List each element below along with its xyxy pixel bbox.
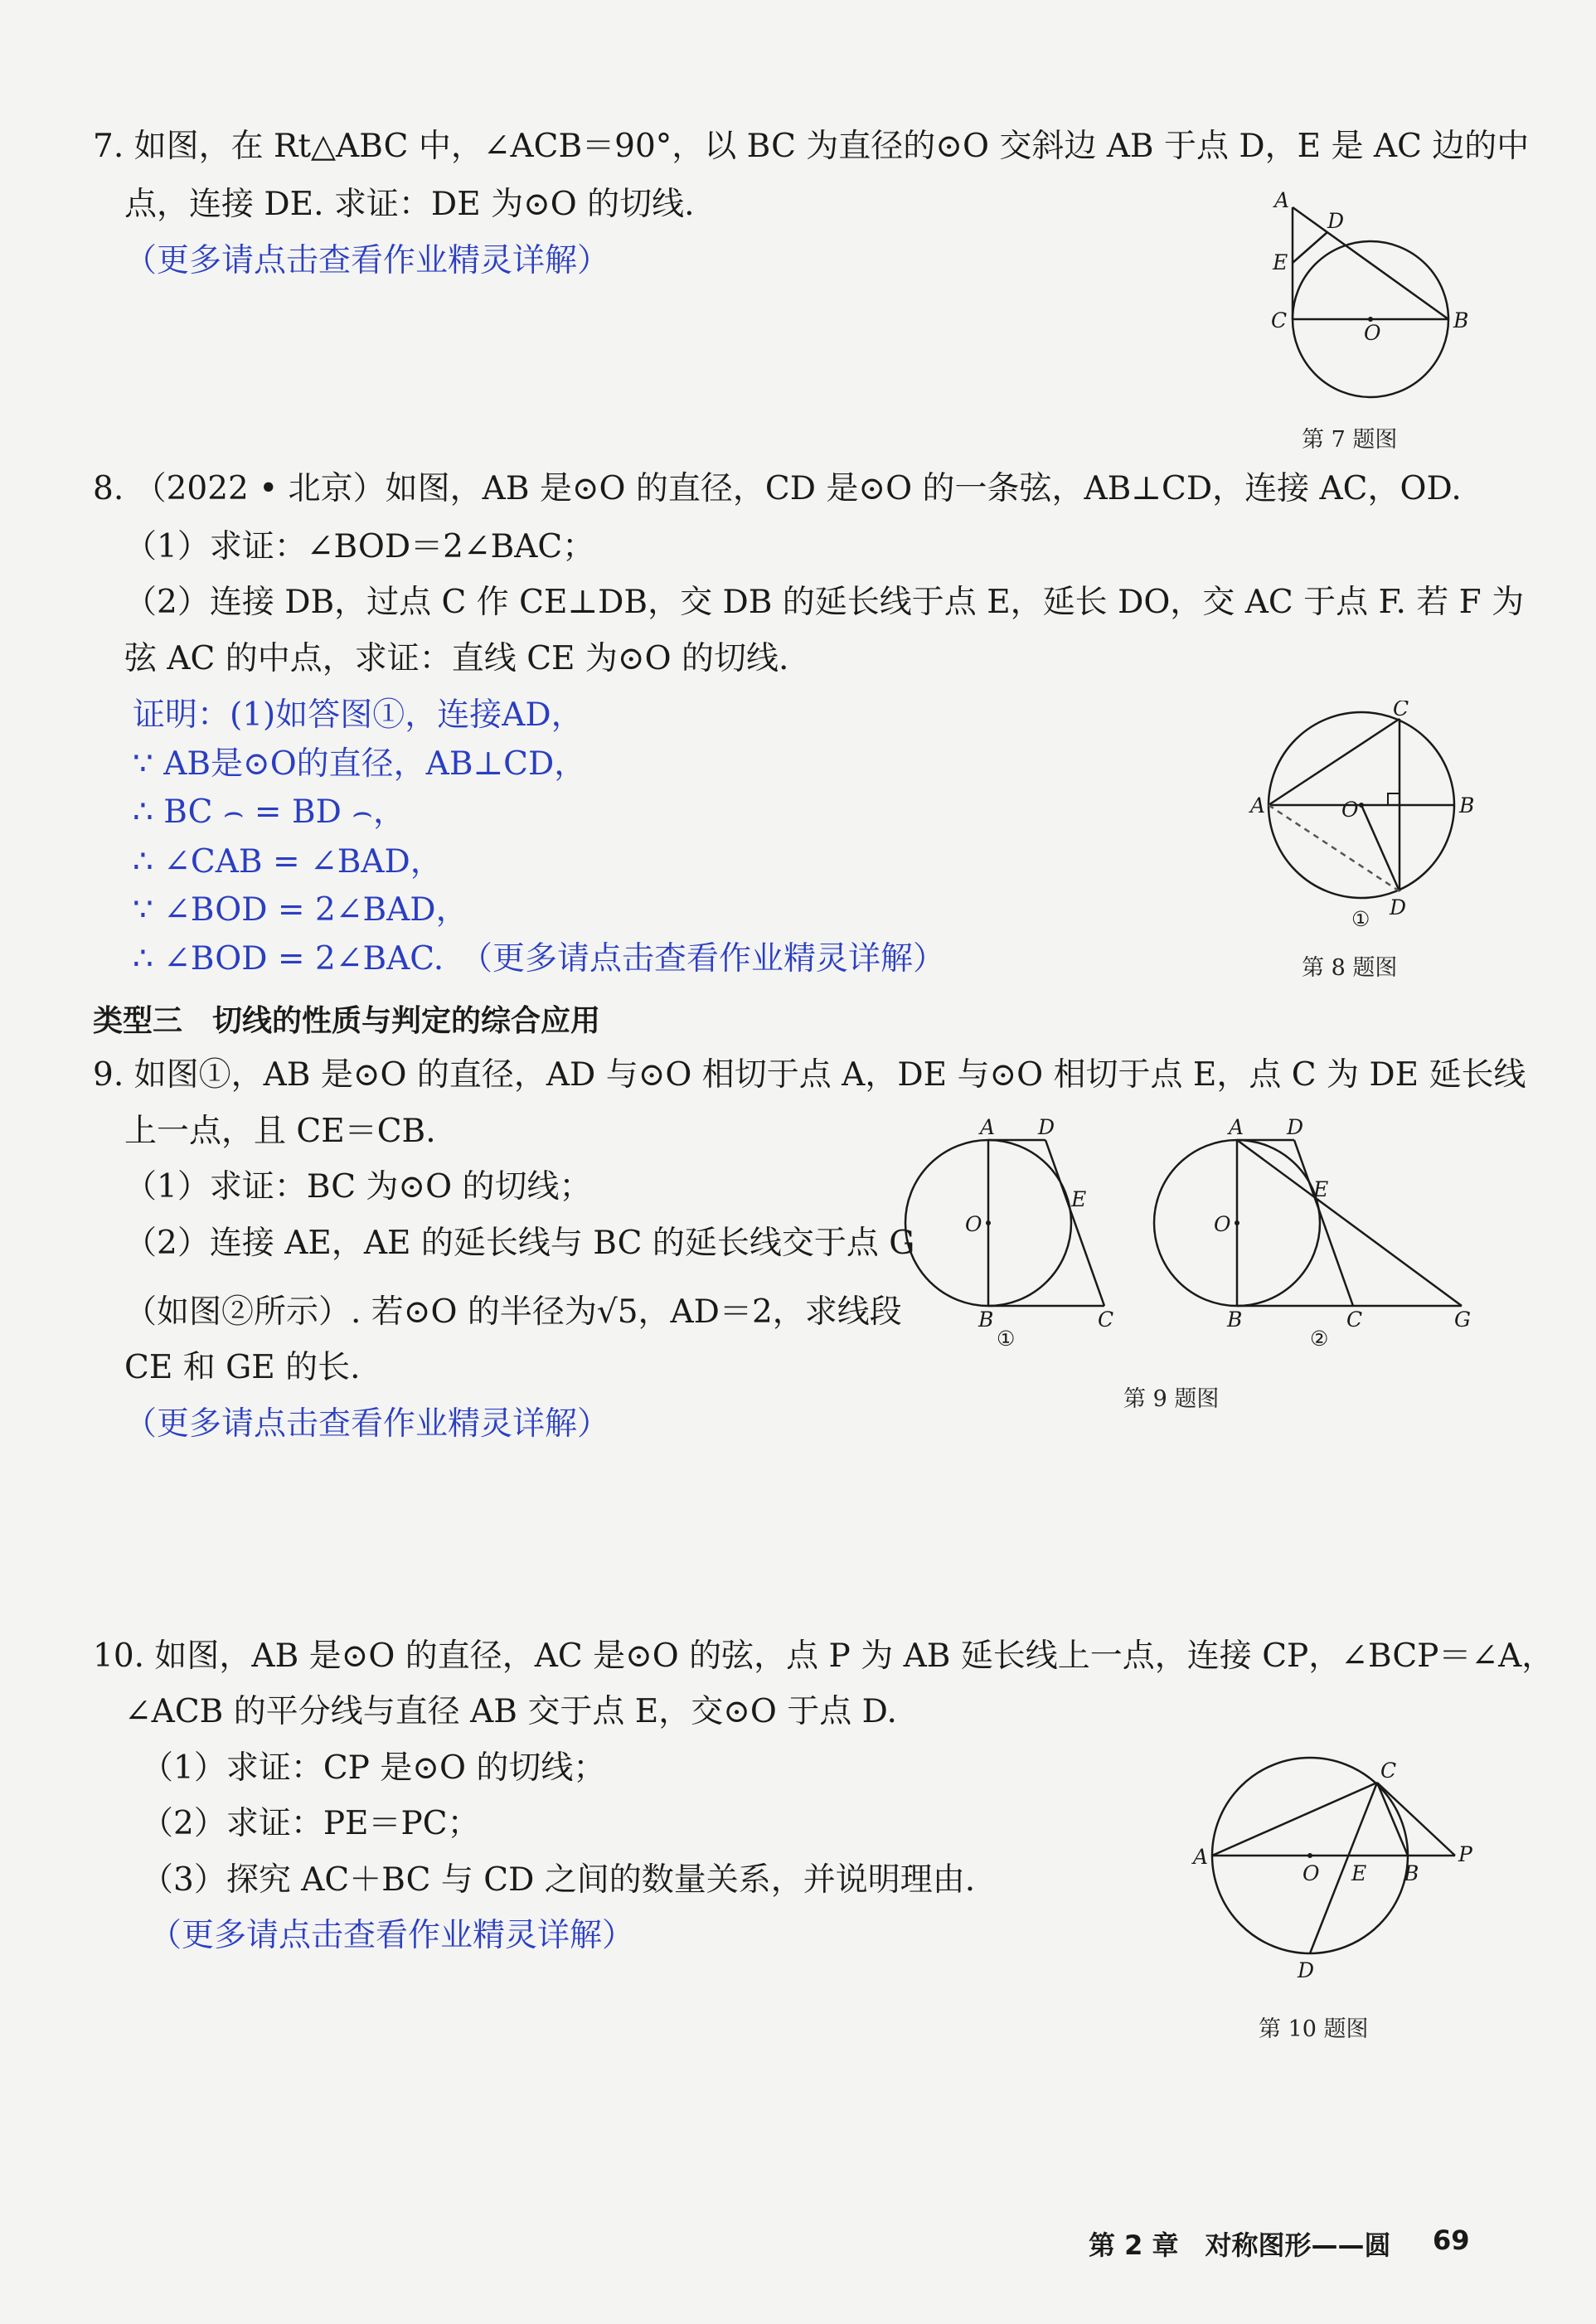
q8-more-link[interactable]: （更多请点击查看作业精灵详解） [460, 940, 946, 978]
q9-f2-label-c: C [1346, 1308, 1363, 1332]
q7-caption: 第 7 题图 [1302, 427, 1398, 453]
q8-label-b: B [1459, 793, 1475, 818]
q8-figure [1244, 701, 1484, 933]
q9-f1-label-o: O [965, 1212, 982, 1236]
q9-f2-label-b: B [1227, 1308, 1243, 1332]
q8-proof-2: ∵ AB是⊙O的直径，AB⊥CD， [133, 745, 587, 783]
q10-label-c: C [1380, 1759, 1397, 1783]
q9-line-2: 上一点，且 CE＝CB. [124, 1113, 436, 1150]
q7-label-e: E [1273, 250, 1288, 274]
q8-label-d: D [1390, 895, 1407, 919]
q9-line-6: CE 和 GE 的长. [124, 1349, 361, 1386]
q9-line-5: （如图②所示）. 若⊙O 的半径为√5，AD＝2，求线段 [124, 1293, 902, 1331]
q10-line-2: ∠ACB 的平分线与直径 AB 交于点 E，交⊙O 于点 D. [124, 1693, 897, 1730]
q9-caption: 第 9 题图 [1123, 1386, 1220, 1412]
q9-f2-label-a: A [1229, 1115, 1244, 1139]
q10-figure [1181, 1741, 1497, 1990]
q8-proof-4: ∴ ∠CAB = ∠BAD， [133, 843, 443, 881]
q10-caption: 第 10 题图 [1259, 2016, 1369, 2042]
q8-label-o: O [1341, 798, 1359, 822]
q7-label-c: C [1271, 308, 1288, 332]
q7-line-2: 点，连接 DE. 求证：DE 为⊙O 的切线. [124, 186, 695, 223]
q10-label-e: E [1351, 1861, 1367, 1885]
q8-line-2: （1）求证：∠BOD＝2∠BAC； [124, 528, 595, 565]
q10-more-link[interactable]: （更多请点击查看作业精灵详解） [149, 1917, 635, 1954]
q7-figure [1248, 187, 1497, 406]
q8-fig-number: ① [1351, 907, 1370, 931]
q7-line-1: 7. 如图，在 Rt△ABC 中，∠ACB＝90°，以 BC 为直径的⊙O 交斜边 AB 于点 D，E 是 AC 边的中 [93, 128, 1530, 165]
q9-fig2-number: ② [1310, 1327, 1329, 1351]
q8-label-c: C [1393, 701, 1409, 720]
q7-more-link[interactable]: （更多请点击查看作业精灵详解） [124, 242, 610, 279]
q10-line-3: （1）求证：CP 是⊙O 的切线； [141, 1749, 606, 1787]
q9-f1-label-a: A [980, 1115, 996, 1139]
q9-f2-label-g: G [1454, 1308, 1471, 1332]
q10-label-b: B [1404, 1861, 1419, 1885]
footer-chapter: 第 2 章 对称图形——圆 [1089, 2229, 1391, 2261]
q8-proof-5: ∵ ∠BOD = 2∠BAD， [133, 891, 468, 929]
q10-line-4: （2）求证：PE＝PC； [141, 1805, 480, 1842]
q10-line-1: 10. 如图，AB 是⊙O 的直径，AC 是⊙O 的弦，点 P 为 AB 延长线上一点，连接 CP，∠BCP＝∠A， [93, 1637, 1555, 1675]
q10-line-5: （3）探究 AC＋BC 与 CD 之间的数量关系，并说明理由. [141, 1861, 976, 1899]
q9-line-1: 9. 如图①，AB 是⊙O 的直径，AD 与⊙O 相切于点 A，DE 与⊙O 相切于点 E，点 C 为 DE 延长线 [93, 1056, 1526, 1094]
q8-label-a: A [1250, 793, 1266, 818]
q10-label-a: A [1193, 1845, 1209, 1869]
q9-f2-label-o: O [1214, 1212, 1231, 1236]
q9-f1-label-c: C [1098, 1308, 1114, 1332]
q9-line-3: （1）求证：BC 为⊙O 的切线； [124, 1168, 592, 1206]
q9-f2-label-e: E [1313, 1177, 1329, 1201]
q7-label-b: B [1453, 308, 1469, 332]
q7-label-o: O [1364, 321, 1381, 345]
q8-proof-1: 证明：(1)如答图①，连接AD， [133, 696, 584, 734]
q9-fig1-number: ① [997, 1327, 1016, 1351]
q7-label-d: D [1327, 209, 1345, 233]
q10-label-o: O [1303, 1861, 1320, 1885]
q10-label-p: P [1458, 1842, 1472, 1866]
q9-figure [895, 1111, 1492, 1360]
q9-f1-label-d: D [1038, 1115, 1055, 1139]
page-number: 69 [1433, 2225, 1470, 2256]
q9-line-4: （2）连接 AE，AE 的延长线与 BC 的延长线交于点 G [124, 1225, 915, 1262]
q8-proof-6: ∴ ∠BOD = 2∠BAC. [133, 940, 444, 978]
q8-caption: 第 8 题图 [1302, 955, 1398, 981]
q9-f2-label-d: D [1287, 1115, 1304, 1139]
q9-f1-label-b: B [978, 1308, 994, 1332]
q10-label-d: D [1298, 1958, 1315, 1982]
q7-label-a: A [1274, 188, 1290, 212]
q9-figure-1 [905, 1115, 1113, 1351]
q9-more-link[interactable]: （更多请点击查看作业精灵详解） [124, 1405, 610, 1443]
q9-figure-2 [1154, 1115, 1471, 1351]
q8-line-4: 弦 AC 的中点，求证：直线 CE 为⊙O 的切线. [124, 640, 789, 677]
q8-proof-3: ∴ BC ⌢ = BD ⌢， [133, 793, 405, 831]
q8-line-1: 8. （2022 • 北京）如图，AB 是⊙O 的直径，CD 是⊙O 的一条弦，AB⊥CD，连接 AC，OD. [93, 470, 1462, 507]
q8-line-3: （2）连接 DB，过点 C 作 CE⊥DB，交 DB 的延长线于点 E，延长 DO，交 AC 于点 F. 若 F 为 [124, 584, 1525, 621]
q9-f1-label-e: E [1071, 1187, 1087, 1211]
section-heading: 类型三 切线的性质与判定的综合应用 [93, 1004, 601, 1038]
